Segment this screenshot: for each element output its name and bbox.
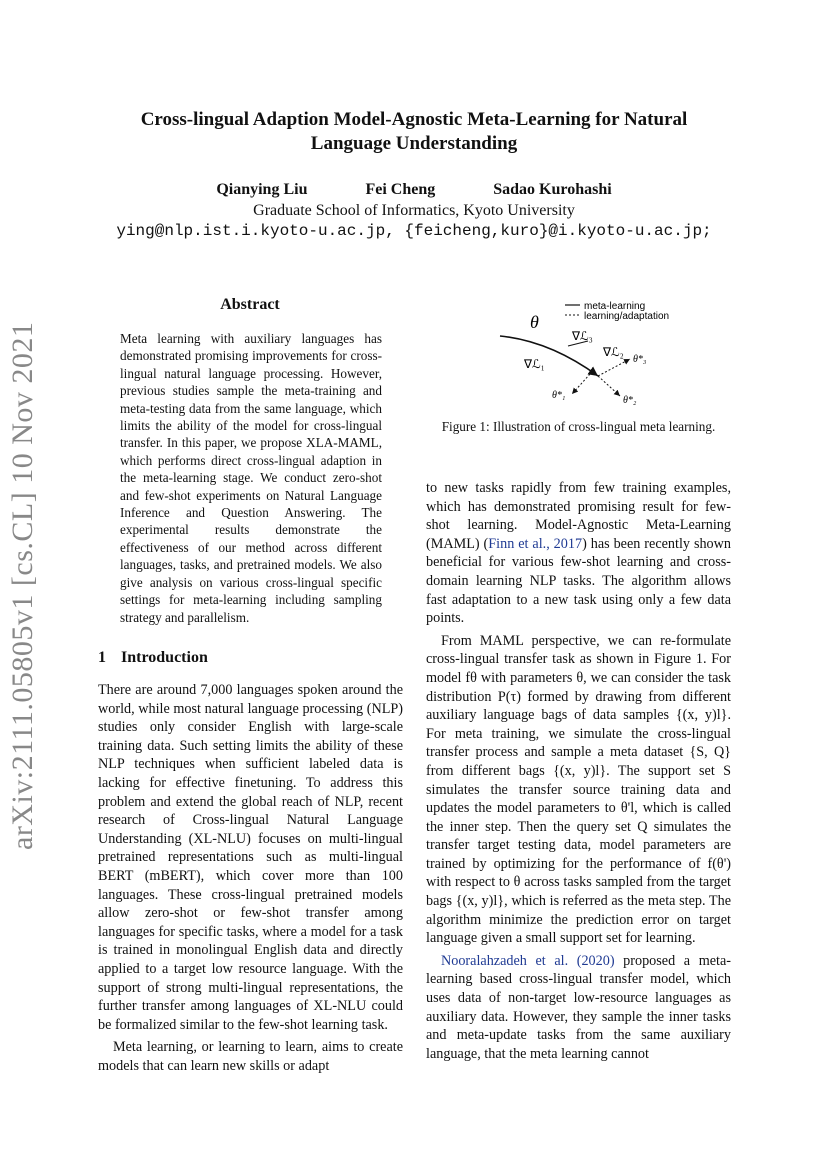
author-emails: ying@nlp.ist.i.kyoto-u.ac.jp, {feicheng,kuro}@i.kyoto-u.ac.jp; (116, 222, 712, 240)
grad2-label: ∇ℒ₂ (603, 345, 624, 359)
body-paragraph: Nooralahzadeh et al. (2020) proposed a meta-learning based cross-lingual transfer model, which uses data of non-target low-resource languages as auxiliary data. However, they sample the inner tasks and meta-update tasks from the same auxiliary language, that the meta learning cannot (426, 952, 732, 1062)
author-name: Qianying Liu (216, 181, 308, 198)
legend-dashed-label: learning/adaptation (584, 311, 670, 322)
left-column-body (98, 681, 403, 1075)
figure-1-diagram (490, 296, 720, 406)
title-line-2: Language Understanding (310, 133, 518, 154)
figure-1-caption: Figure 1: Illustration of cross-lingual meta learning. (441, 419, 716, 434)
body-paragraph: From MAML perspective, we can re-formulate cross-lingual transfer task as shown in Figure 1. For model fθ with parameters θ, we can consider the task distribution P(τ) formed by drawing from different auxiliary language bags of data samples {(x, y)l}. For meta training, we simulate the cross-lingual transfer process and sample a meta dataset {S, Q} from different bags {(x, y)l}. The support set S simulates the transfer source training data and updates the model parameters to θ'l, which is called the inner step. Then the query set Q simulates the transfer target testing data, model parameters are trained by optimizing for the performance of f(θ') with respect to θ across tasks sampled from the target bags {(x, y)l}, which is referred as the meta step. The algorithm minimize the prediction error on target language given a small support set for learning. (426, 632, 731, 947)
arxiv-stamp: arXiv:2111.05805v1 [cs.CL] 10 Nov 2021 (6, 321, 39, 850)
author-list (0, 181, 828, 199)
right-column-body (426, 479, 731, 1063)
adapt-arrow-1 (572, 374, 590, 394)
affiliation: Graduate School of Informatics, Kyoto University (253, 202, 575, 219)
intro-paragraph: There are around 7,000 languages spoken around the world, while most natural language processing (NLP) studies only consider English with large-scale training data. Such setting limits the ability of these NLP techniques when sufficient labeled data is lacking for effective finetuning. To address this problem and extend the global reach of NLP, recent research of Cross-lingual Natural Language Understanding (XL-NLU) focuses on multi-lingual pretrained representations such as multi-lingual BERT (mBERT), which cover more than 100 languages. These cross-lingual pretrained models allow zero-shot or few-shot transfer among languages for specific tasks, where a model for a task is trained in monolingual English data and directly applied to a target low resource language. With the support of strong multi-lingual representations, the further transfer among languages of XL-NLU could be formalized similar to the few-shot learning task. (98, 682, 403, 1033)
section-number: 1 (98, 649, 106, 666)
intro-paragraph: Meta learning, or learning to learn, aims to create models that can learn new skills or adapt (98, 1039, 403, 1074)
theta-label: θ (530, 312, 539, 332)
citation-link[interactable]: Finn et al., 2017 (488, 535, 583, 552)
author-name: Sadao Kurohashi (493, 181, 612, 198)
theta1-label: θ*₁ (552, 390, 566, 401)
abstract-heading: Abstract (220, 296, 280, 313)
theta2-label: θ*₂ (623, 395, 637, 406)
body-paragraph: to new tasks rapidly from few training examples, which has demonstrated promising result for few-shot learning. Model-Agnostic Meta-Learning (MAML) (Finn et al., 2017) has been recently shown beneficial for various few-shot learning and cross-domain learning NLP tasks. The algorithm allows fast adaptation to a new task using only a few data points. (426, 480, 731, 627)
grad3-label: ∇ℒ₃ (572, 329, 593, 343)
grad1-label: ∇ℒ₁ (524, 357, 545, 371)
section-heading (98, 649, 208, 667)
adapt-arrow-2 (598, 376, 620, 396)
title-line-1: Cross-lingual Adaption Model-Agnostic Meta-Learning for Natural (140, 109, 688, 130)
paper-title (100, 108, 728, 156)
author-name: Fei Cheng (365, 181, 436, 198)
adapt-arrow-3 (598, 359, 630, 376)
citation-link[interactable]: Nooralahzadeh et al. (2020) (441, 952, 615, 969)
abstract-text: Meta learning with auxiliary languages has demonstrated promising improvements for cross-lingual natural language processing. However, previous studies sample the meta-training and meta-testing data from the same language, which limits the ability of the model for cross-lingual transfer. In this paper, we propose XLA-MAML, which performs direct cross-lingual adaption in the meta-learning stage. We conduct zero-shot and few-shot experiments on Natural Language Inference and Question Answering. The experimental results demonstrate the effectiveness of our method across different languages, tasks, and pretrained models. We also give analysis on various cross-lingual specific settings for meta-learning including sampling strategy and parallelism. (120, 331, 382, 625)
section-title: Introduction (121, 649, 208, 666)
legend-solid-label: meta-learning (584, 301, 646, 312)
theta3-label: θ*₃ (633, 354, 647, 365)
